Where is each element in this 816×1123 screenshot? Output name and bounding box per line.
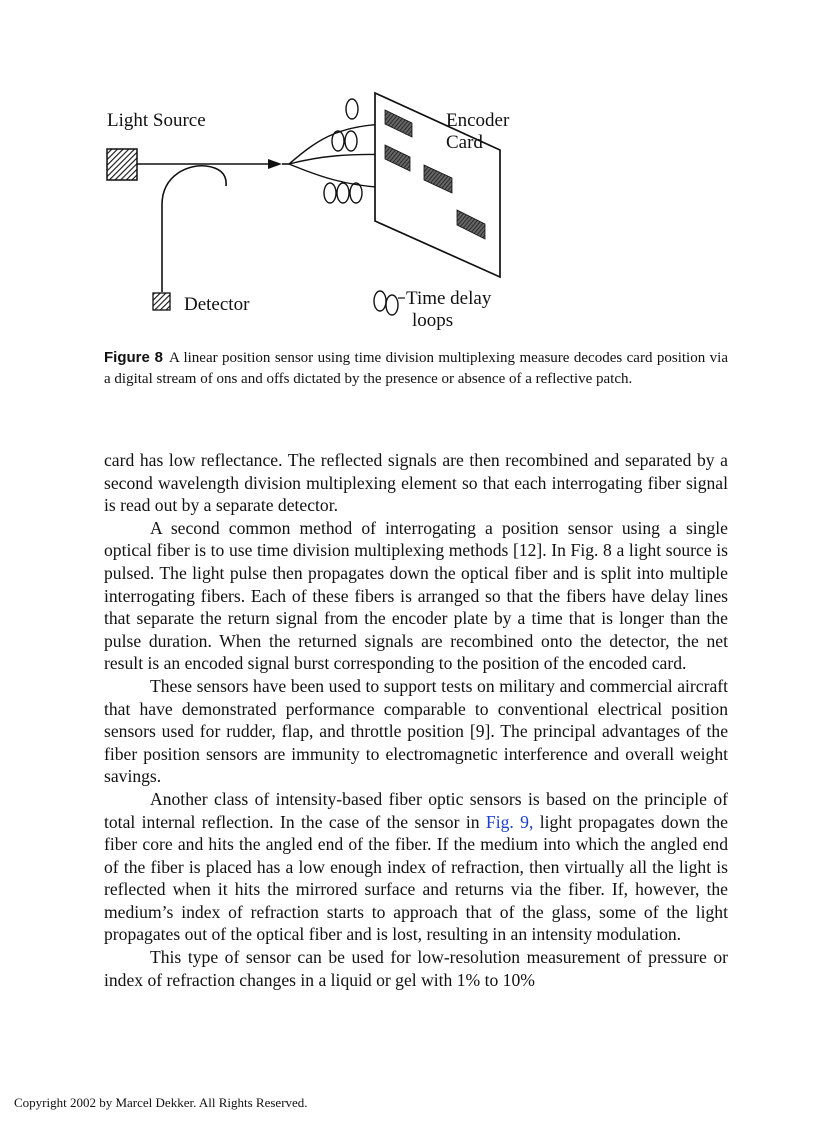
detector-block	[153, 293, 170, 310]
paragraph: This type of sensor can be used for low-resolution measurement of pressure or index of refraction changes in a liquid or gel with 1% to 10%	[104, 947, 728, 990]
figure-caption	[104, 347, 728, 390]
label-card: Card	[446, 132, 483, 153]
label-loops: loops	[412, 310, 454, 331]
body-text	[104, 449, 728, 991]
paragraph: A second common method of interrogating a position sensor using a single optical fiber is to use time division multiplexing methods [12]. In Fig. 8 a light source is pulsed. The light pulse then propagates down the optical fiber and is split into multiple interrogating fibers. Each of these fibers is arranged so that the fibers have delay lines that separate the return signal from the encoder plate by a time that is longer than the pulse duration. When the returned signals are recombined onto the detector, the net result is an encoded signal burst corresponding to the position of the encoded card.	[104, 517, 728, 674]
figure-caption-text: A linear position sensor using time division multiplexing measure decodes card position via a digital stream of ons and offs dictated by the presence or absence of a reflective patch.	[104, 350, 728, 387]
delay-loops	[324, 99, 362, 203]
paragraph: card has low reflectance. The reflected signals are then recombined and separated by a second wavelength division multiplexing element so that each interrogating fiber signal is read out by a separate detector.	[104, 450, 728, 516]
fiber-arrow	[268, 159, 282, 169]
paragraph: These sensors have been used to support tests on military and commercial aircraft that have demonstrated performance comparable to conventional electrical position sensors used for rudder, flap, and throttle position [9]. The principal advantages of the fiber position sensors are immunity to electromagnetic interference and overall weight savings.	[104, 675, 728, 787]
label-time-delay: Time delay	[406, 288, 492, 309]
figure-9-link[interactable]: Fig. 9,	[485, 811, 534, 832]
copyright-footer: Copyright 2002 by Marcel Dekker. All Rights Reserved.	[14, 1095, 308, 1110]
time-delay-legend-icon	[374, 291, 398, 315]
label-detector: Detector	[184, 294, 250, 315]
label-encoder: Encoder	[446, 110, 510, 131]
label-light-source: Light Source	[107, 110, 206, 131]
figure-label: Figure 8	[104, 349, 164, 366]
light-source-block	[107, 149, 137, 180]
detector-fiber	[162, 166, 226, 292]
fan-out-fiber-top	[289, 124, 385, 164]
figure-8-diagram	[0, 0, 816, 340]
paragraph: Another class of intensity-based fiber optic sensors is based on the principle of total internal reflection. In the case of the sensor in Fig. 9, light propagates down the fiber core and hits the angled end of the fiber. If the medium into which the angled end of the fiber is placed has a low enough index of refraction, then virtually all the light is reflected when it hits the mirrored surface and returns via the fiber. If, however, the medium’s index of refraction starts to approach that of the glass, some of the light propagates out of the optical fiber and is lost, resulting in an intensity modulation.	[104, 788, 728, 945]
